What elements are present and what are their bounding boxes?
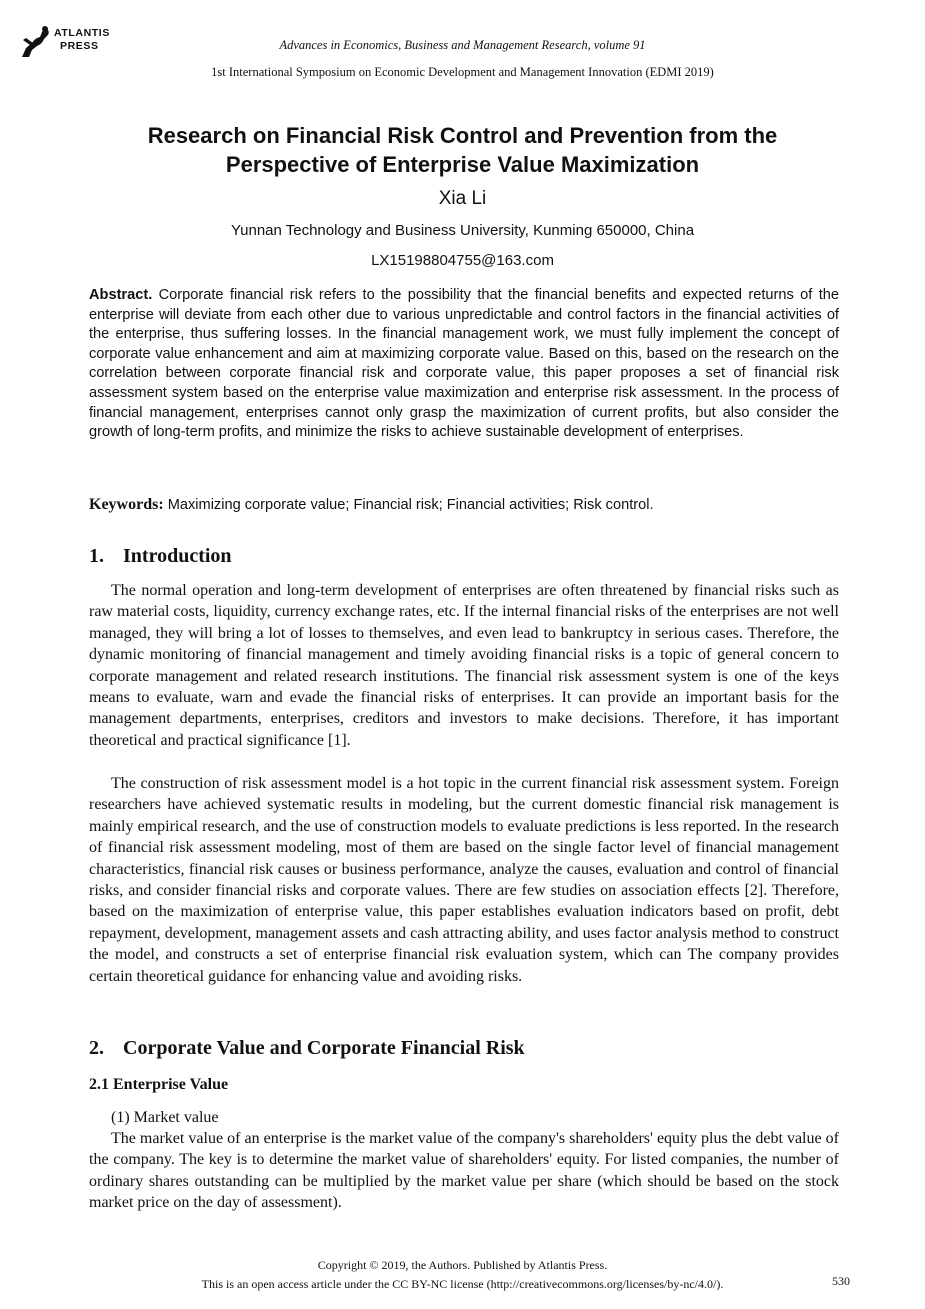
section-1-paragraph-2: The construction of risk assessment model is a hot topic in the current financial risk assessment system. Foreign researchers have achieved systematic results in modeling, but the current domestic financial risk management is mainly empirical research, and the use of construction models to evaluate predictions is less reported. In the research of financial risk assessment modeling, most of them are based on the single factor level of financial management characteristics, financial risk causes or business performance, analyze the causes, evaluation and control of financial risks, and consider financial risks and corporate values. There are few studies on association effects [2]. Therefore, based on the maximization of enterprise value, this paper establishes evaluation indicators based on profit, debt repayment, development, management assets and cash attracting ability, and uses factor analysis method to construct the model, and constructs a set of enterprise financial risk evaluation system, which can The company provides certain theoretical guidance for enhancing value and avoiding risks. [89,775,839,985]
logo-text-atlantis: ATLANTIS [54,27,110,39]
paper-title [60,121,865,179]
footer-copyright: Copyright © 2019, the Authors. Published by Atlantis Press. [317,1258,608,1272]
section-1-number: 1. [89,545,104,567]
market-value-item: (1) Market value [111,1109,219,1126]
section-2-heading [89,1037,525,1060]
section-1-paragraph-1: The normal operation and long-term development of enterprises are often threatened by financial risks such as raw material costs, liquidity, currency exchange rates, etc. If the internal financial risks of the enterprises are not well managed, they will bring a lot of losses to themselves, and even lead to bankruptcy in serious cases. Therefore, the dynamic monitoring of financial management and timely avoiding financial risks is a topic of general concern to corporate management and related research institutions. The financial risk assessment system is one of the keys means to evaluate, warn and evade the financial risks of enterprises. It can provide an important basis for the management departments, enterprises, creditors and investors to make decisions. Therefore, it has important theoretical and practical significance [1]. [89,582,839,749]
section-2-title: Corporate Value and Corporate Financial Risk [123,1037,525,1059]
keywords-label: Keywords: [89,496,164,513]
page-number: 530 [832,1274,850,1288]
abstract-label: Abstract. [89,287,153,303]
section-2-paragraph-1: The market value of an enterprise is the market value of the company's shareholders' equity plus the debt value of the company. The key is to determine the market value of shareholders' equity. For listed companies, the number of ordinary shares outstanding can be multiplied by the market value per share (which should be based on the stock market price on the day of assessment). [89,1130,839,1212]
section-1-title: Introduction [123,545,232,567]
logo-text-press: PRESS [60,40,99,52]
abstract-text: Corporate financial risk refers to the possibility that the financial benefits and expected returns of the enterprise will deviate from each other due to various unpredictable and control factors in the financial activities of the enterprise, thus suffering losses. In the financial management work, we must fully implement the concept of corporate value enhancement and aim at maximizing corporate value. Based on this, based on the research on the correlation between corporate financial risk and corporate value, this paper proposes a set of financial risk assessment system based on the enterprise value maximization and enterprise risk assessment. In the process of financial management, enterprises cannot only grasp the maximization of current profits, but also consider the growth of long-term profits, and minimize the risks to achieve sustainable development of enterprises. [89,287,839,441]
keywords [89,496,839,514]
author-affiliation: Yunnan Technology and Business University, Kunming 650000, China [230,222,695,239]
abstract [89,286,839,443]
footer-license: This is an open access article under the CC BY-NC license (http://creativecommons.org/licenses/by-nc/4.0/). [201,1277,724,1291]
section-1-heading [89,545,232,568]
title-line-2: Perspective of Enterprise Value Maximization [225,152,700,177]
author-email: LX15198804755@163.com [371,252,554,269]
subsection-2-1-heading: 2.1 Enterprise Value [89,1076,229,1093]
conference-header: 1st International Symposium on Economic Development and Management Innovation (EDMI 2019) [211,65,714,79]
section-2-number: 2. [89,1037,104,1059]
author-name: Xia Li [438,188,487,209]
series-header: Advances in Economics, Business and Management Research, volume 91 [279,38,646,52]
title-line-1: Research on Financial Risk Control and Prevention from the [147,123,778,148]
keywords-text: Maximizing corporate value; Financial risk; Financial activities; Risk control. [167,497,654,513]
